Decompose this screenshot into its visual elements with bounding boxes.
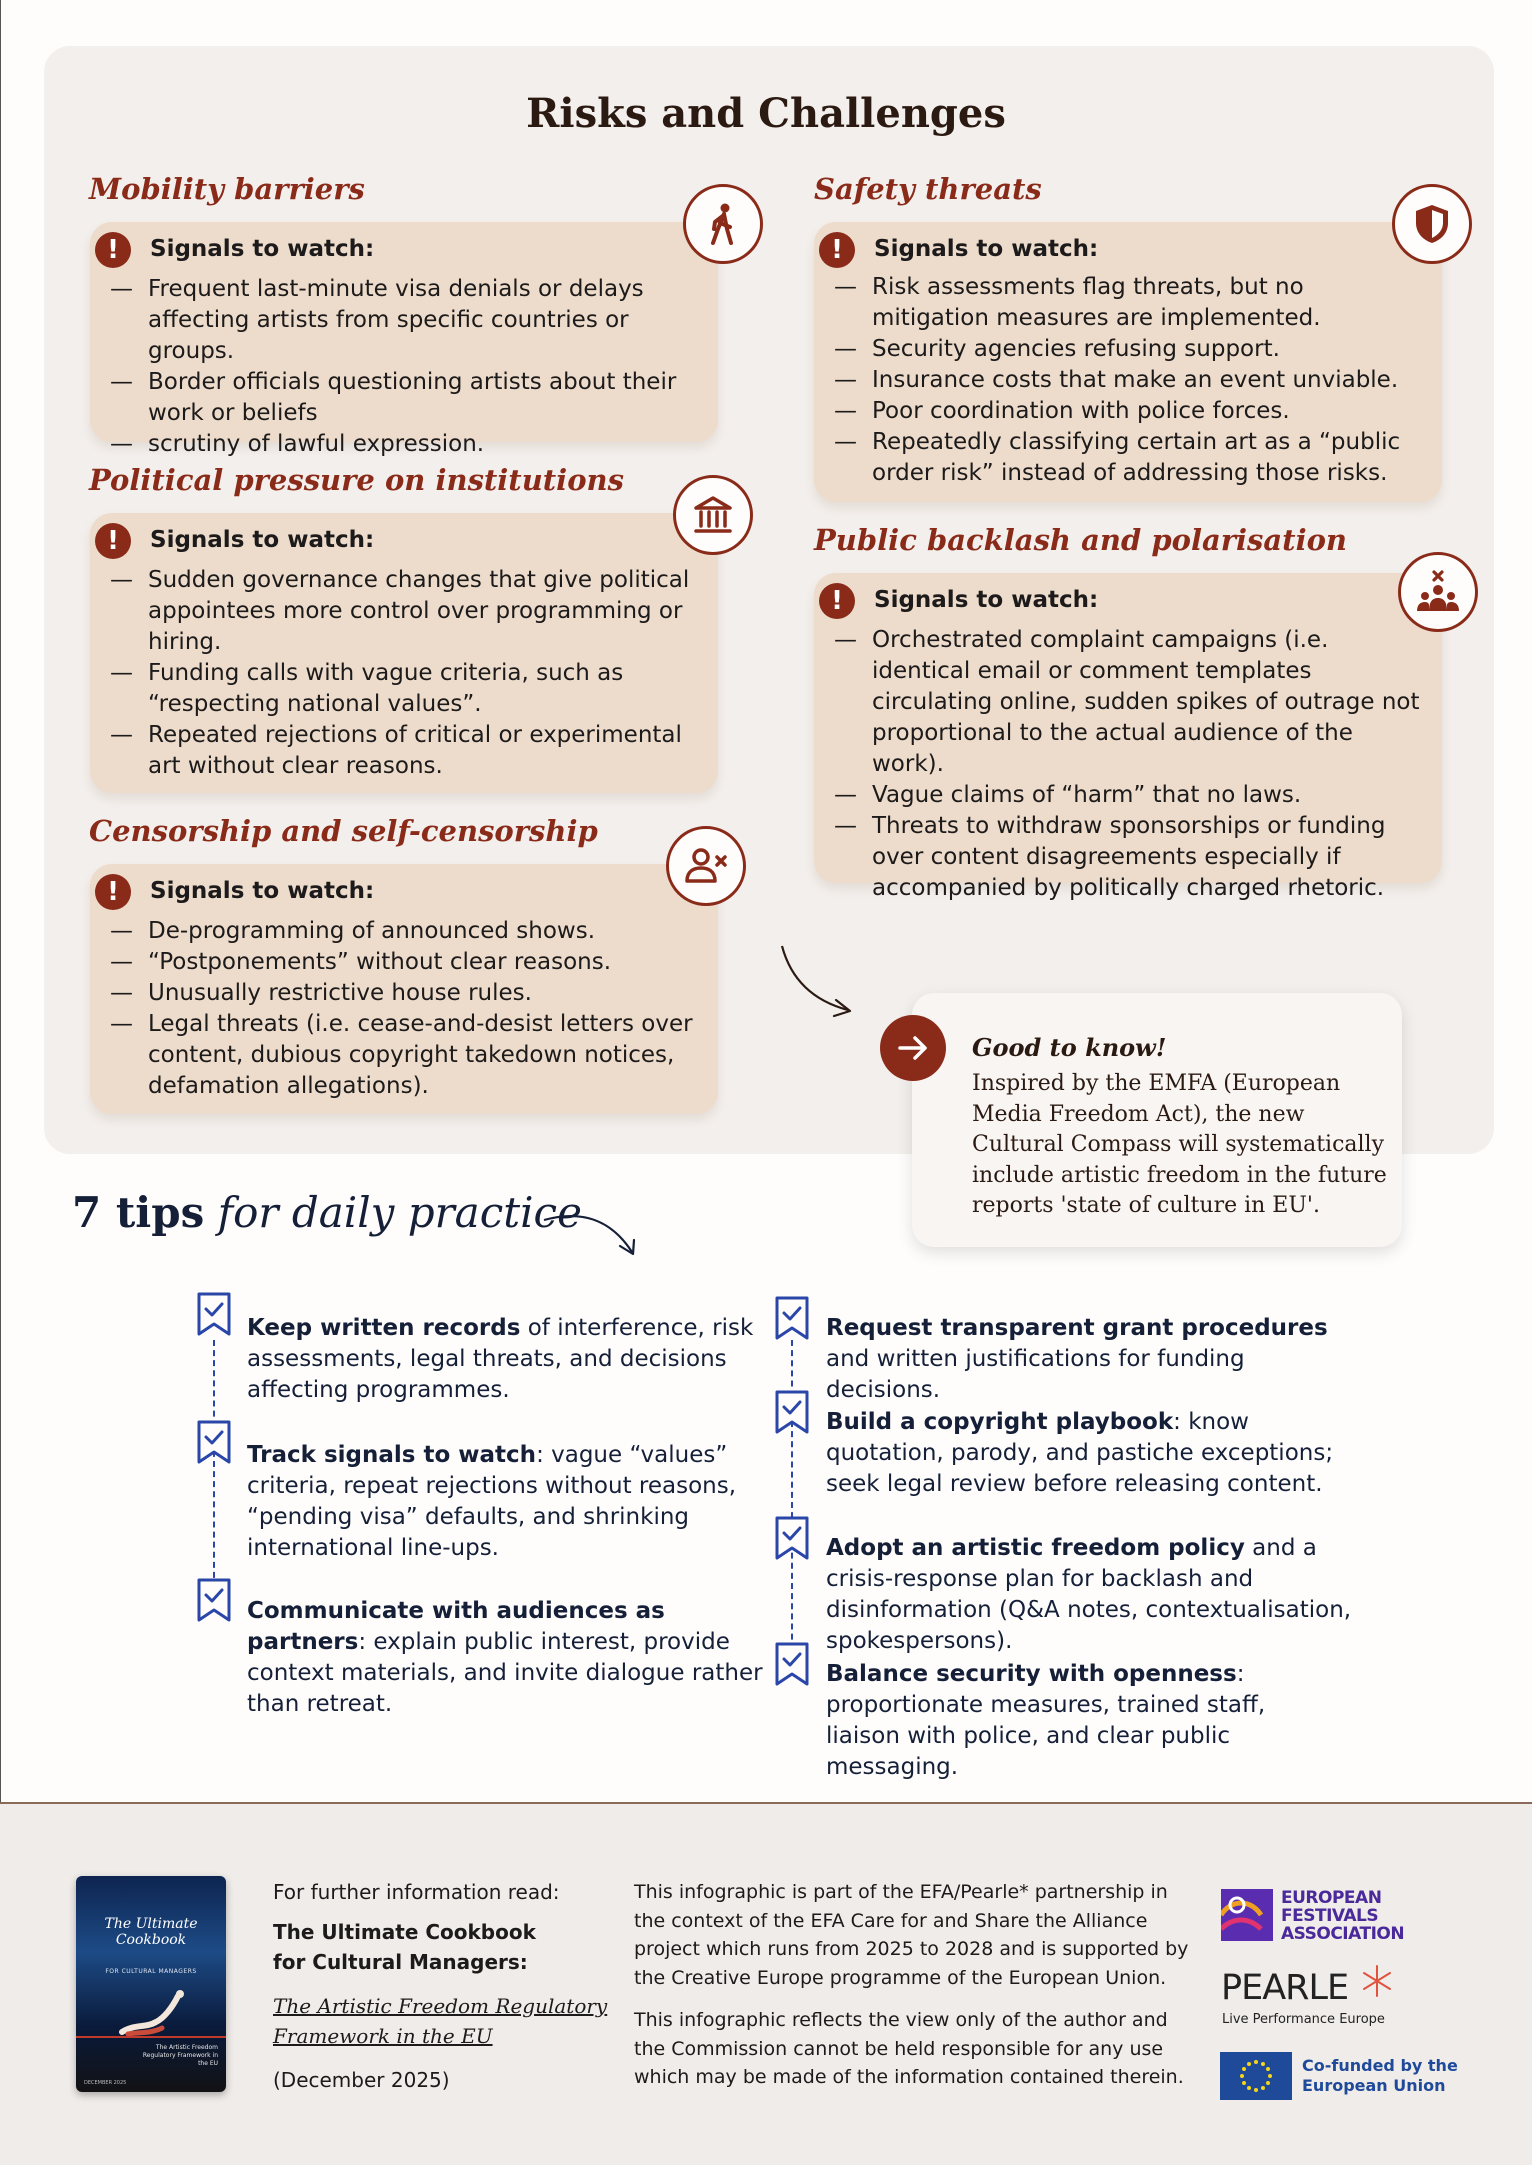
list-item: — Sudden governance changes that give political appointees more control over programming or hiring. — [110, 565, 700, 658]
list-item: — scrutiny of lawful expression. — [110, 429, 710, 460]
good-to-know-title: Good to know! — [972, 1033, 1167, 1062]
risk-card-mobility — [90, 222, 718, 457]
list-item: — Risk assessments flag threats, but no mitigation measures are implemented. — [834, 272, 1424, 334]
tip-item: Communicate with audiences as partners: explain public interest, provide context materials, and invite dialogue rather than retreat. — [247, 1598, 763, 1717]
good-to-know-text: Inspired by the EMFA (European Media Freedom Act), the new Cultural Compass will systematically include artistic freedom in the future reports 'state of culture in EU'. — [972, 1071, 1387, 1218]
list-item: — Border officials questioning artists about their work or beliefs — [110, 367, 710, 429]
further-info-label: For further information read: — [273, 1880, 560, 1904]
signal-list — [110, 274, 710, 460]
list-item: — Repeatedly classifying certain art as a “public order risk” instead of addressing those risks. — [834, 427, 1424, 489]
risk-title-censorship: Censorship and self-censorship — [89, 814, 598, 848]
bookmark-check-icon — [196, 1420, 232, 1464]
book-cover-subtitle-2: The Artistic Freedom Regulatory Framework in the EU — [142, 2044, 218, 2067]
alert-icon: ! — [95, 523, 131, 559]
pearle-logo-subtitle: Live Performance Europe — [1222, 2012, 1385, 2027]
eu-cofunded-text: Co-funded by the European Union — [1302, 2056, 1458, 2095]
alert-icon: ! — [95, 232, 131, 268]
risk-title-mobility: Mobility barriers — [89, 172, 365, 206]
risk-card-public-backlash — [814, 573, 1442, 901]
disclaimer-text: This infographic reflects the view only of the author and the Commission cannot be held responsible for any use which may be made of the information contained therein. — [634, 2009, 1184, 2088]
person-remove-icon — [666, 826, 746, 906]
list-item: — De-programming of announced shows. — [110, 916, 700, 947]
list-item: — Repeated rejections of critical or experimental art without clear reasons. — [110, 720, 700, 782]
list-item: — Frequent last-minute visa denials or delays affecting artists from specific countries or groups. — [110, 274, 710, 367]
curved-arrow-icon — [770, 940, 860, 1020]
book-title: The Ultimate Cookbook for Cultural Managers: — [273, 1920, 536, 1974]
list-item: — “Postponements” without clear reasons. — [110, 947, 700, 978]
alert-icon: ! — [95, 874, 131, 910]
bookmark-check-icon — [774, 1516, 810, 1560]
tips-title-italic: for daily practice — [217, 1188, 582, 1237]
signals-label: Signals to watch: — [874, 587, 1099, 613]
tip-item: Adopt an artistic freedom policy and a crisis-response plan for backlash and disinformation (Q&A notes, contextualisation, spokespersons). — [826, 1535, 1352, 1654]
signals-label: Signals to watch: — [874, 236, 1099, 262]
alert-icon: ! — [819, 232, 855, 268]
tips-title — [72, 1188, 582, 1237]
signals-label: Signals to watch: — [150, 878, 375, 904]
signal-list — [834, 272, 1424, 489]
risk-title-political-pressure: Political pressure on institutions — [89, 463, 624, 497]
risk-title-safety: Safety threats — [814, 172, 1042, 206]
book-cover-title: The Ultimate Cookbook — [104, 1916, 198, 1948]
publication-date: (December 2025) — [273, 2068, 450, 2092]
pearle-logo: PEARLE — [1221, 1968, 1349, 2008]
book-link[interactable]: The Artistic Freedom Regulatory Framework in the EU — [273, 1994, 608, 2048]
list-item: — Unusually restrictive house rules. — [110, 978, 700, 1009]
signal-list — [834, 625, 1424, 904]
signals-label: Signals to watch: — [150, 527, 375, 553]
signals-label: Signals to watch: — [150, 236, 375, 262]
book-cover-subtitle: FOR CULTURAL MANAGERS — [105, 1968, 197, 1975]
shield-icon — [1392, 184, 1472, 264]
risk-card-political-pressure — [90, 513, 718, 793]
risk-card-censorship — [90, 864, 718, 1114]
arrow-right-icon — [880, 1015, 946, 1081]
list-item: — Orchestrated complaint campaigns (i.e. identical email or comment templates circulating online, sudden spikes of outrage not proportional to the actual audience of the work). — [834, 625, 1424, 780]
tips-arrow-icon — [540, 1210, 640, 1260]
tips-title-bold: 7 tips — [72, 1188, 205, 1237]
list-item: — Insurance costs that make an event unviable. — [834, 365, 1424, 396]
list-item: — Vague claims of “harm” that no laws. — [834, 780, 1424, 811]
good-to-know-card — [912, 993, 1402, 1247]
tip-item: Balance security with openness: proportionate measures, trained staff, liaison with police, and clear public messaging. — [826, 1661, 1266, 1780]
efa-logo-text: EUROPEAN FESTIVALS ASSOCIATION — [1281, 1888, 1405, 1944]
walking-person-icon — [683, 184, 763, 264]
book-cover — [76, 1876, 226, 2092]
bookmark-check-icon — [774, 1642, 810, 1686]
group-conflict-icon — [1398, 552, 1478, 632]
bookmark-check-icon — [774, 1296, 810, 1340]
partnership-text: This infographic is part of the EFA/Pearle* partnership in the context of the EFA Care for and Share the Alliance project which runs from 2025 to 2028 and is supported by the Creative Europe programme of the European Union. — [634, 1881, 1189, 1989]
risk-card-safety — [814, 222, 1442, 502]
tips-connector-left — [213, 1340, 215, 1588]
tip-item: Build a copyright playbook: know quotation, parody, and pastiche exceptions; seek legal review before releasing content. — [826, 1409, 1334, 1497]
institution-building-icon — [673, 475, 753, 555]
signal-list — [110, 565, 700, 782]
risk-title-public-backlash: Public backlash and polarisation — [814, 523, 1348, 557]
bookmark-check-icon — [196, 1292, 232, 1336]
tip-item: Keep written records of interference, risk assessments, legal threats, and decisions affecting programmes. — [247, 1315, 754, 1403]
list-item: — Poor coordination with police forces. — [834, 396, 1424, 427]
list-item: — Threats to withdraw sponsorships or funding over content disagreements especially if accompanied by politically charged rhetoric. — [834, 811, 1424, 904]
bookmark-check-icon — [774, 1390, 810, 1434]
list-item: — Legal threats (i.e. cease-and-desist letters over content, dubious copyright takedown notices, defamation allegations). — [110, 1009, 700, 1102]
tip-item: Track signals to watch: vague “values” criteria, repeat rejections without reasons, “pending visa” defaults, and shrinking international line-ups. — [247, 1442, 737, 1561]
page-title: Risks and Challenges — [526, 90, 1006, 137]
list-item: — Funding calls with vague criteria, such as “respecting national values”. — [110, 658, 700, 720]
alert-icon: ! — [819, 583, 855, 619]
signal-list — [110, 916, 700, 1102]
eu-flag-icon — [1220, 2052, 1292, 2100]
bookmark-check-icon — [196, 1578, 232, 1622]
list-item: — Security agencies refusing support. — [834, 334, 1424, 365]
book-cover-date: DECEMBER 2025 — [84, 2080, 127, 2086]
pearle-star-icon — [1360, 1964, 1394, 1998]
tip-item: Request transparent grant procedures and written justifications for funding decisions. — [826, 1315, 1328, 1403]
book-cover-figure — [116, 1988, 190, 2038]
